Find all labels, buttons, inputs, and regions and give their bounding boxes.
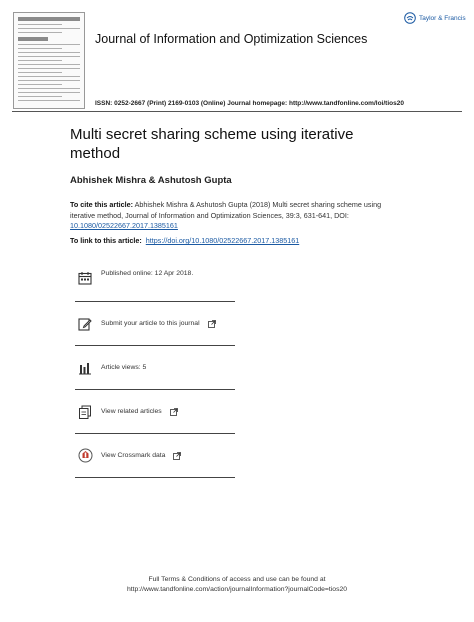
article-title: Multi secret sharing scheme using iterative method bbox=[70, 126, 354, 162]
article-info-list bbox=[75, 270, 235, 478]
publisher-logo bbox=[404, 12, 466, 24]
article-link-block bbox=[70, 236, 299, 245]
article-views-row bbox=[75, 346, 235, 390]
header-divider bbox=[12, 111, 462, 112]
related-articles-row[interactable] bbox=[75, 390, 235, 434]
external-link-icon bbox=[173, 447, 181, 465]
citation-block bbox=[70, 200, 400, 232]
article-authors: Abhishek Mishra & Ashutosh Gupta bbox=[70, 175, 232, 186]
cite-doi-link[interactable]: 10.1080/02522667.2017.1385161 bbox=[70, 221, 178, 230]
cite-text: Abhishek Mishra & Ashutosh Gupta (2018) Multi secret sharing scheme using iterative method, Journal of Information and Optimization Sciences, 39:3, 631-641, DOI: bbox=[70, 200, 382, 220]
documents-icon bbox=[77, 404, 93, 420]
footer-line-1: Full Terms & Conditions of access and use can be found at bbox=[148, 576, 326, 583]
article-views-text: Article views: 5 bbox=[101, 364, 147, 371]
footer-terms bbox=[0, 575, 474, 594]
published-online-row bbox=[75, 270, 235, 302]
taylor-francis-logo-icon bbox=[404, 12, 416, 24]
published-online-text: Published online: 12 Apr 2018. bbox=[101, 270, 194, 277]
crossmark-icon bbox=[77, 448, 93, 464]
calendar-icon bbox=[77, 270, 93, 286]
edit-icon bbox=[77, 316, 93, 332]
journal-title: Journal of Information and Optimization Sciences bbox=[95, 32, 368, 46]
footer-terms-link[interactable]: http://www.tandfonline.com/action/journalInformation?journalCode=tios20 bbox=[126, 585, 348, 593]
related-articles-link[interactable]: View related articles bbox=[101, 408, 162, 415]
submit-article-link[interactable]: Submit your article to this journal bbox=[101, 320, 200, 327]
crossmark-row[interactable] bbox=[75, 434, 235, 478]
issn-line: ISSN: 0252-2667 (Print) 2169-0103 (Online) Journal homepage: http://www.tandfonline.com/loi/tios20 bbox=[95, 100, 404, 107]
journal-cover-thumbnail bbox=[13, 12, 85, 109]
submit-article-row[interactable] bbox=[75, 302, 235, 346]
external-link-icon bbox=[208, 315, 216, 333]
publisher-name: Taylor & Francis bbox=[419, 14, 466, 22]
external-link-icon bbox=[170, 403, 178, 421]
crossmark-link[interactable]: View Crossmark data bbox=[101, 452, 166, 459]
bar-chart-icon bbox=[77, 360, 93, 376]
article-doi-link[interactable]: https://doi.org/10.1080/02522667.2017.1385161 bbox=[145, 236, 300, 245]
link-label: To link to this article: bbox=[70, 236, 142, 245]
cite-label: To cite this article: bbox=[70, 200, 133, 209]
